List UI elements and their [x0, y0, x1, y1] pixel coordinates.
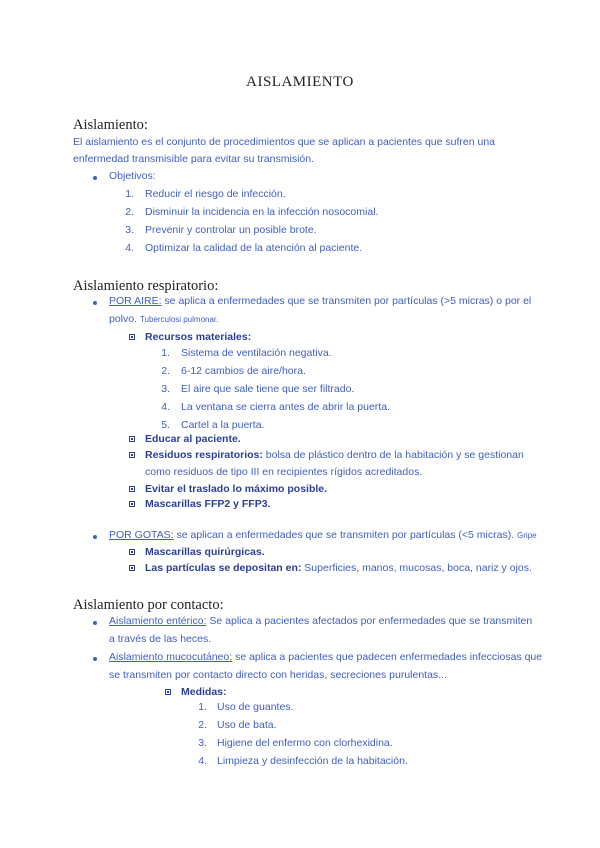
enterico-label: Aislamiento entérico: — [109, 615, 207, 627]
checkbox-square-icon — [129, 436, 135, 442]
recurso-item: 6-12 cambios de aire/hora. — [181, 365, 306, 377]
medida-item: Uso de guantes. — [217, 701, 294, 713]
mucocutaneo-line1 — [109, 651, 542, 663]
objetivo-item: Disminuir la incidencia en la infección nosocomial. — [145, 206, 379, 218]
list-number: 4. — [198, 755, 207, 767]
mucocutaneo-label: Aislamiento mucocutáneo: — [109, 651, 233, 663]
bullet-dot — [93, 621, 97, 625]
page-title: AISLAMIENTO — [246, 74, 354, 90]
enterico-text: Se aplica a pacientes afectados por enfermedades que se transmiten — [206, 615, 533, 627]
section-heading-contacto: Aislamiento por contacto: — [73, 597, 224, 613]
list-number: 1. — [161, 347, 170, 359]
objetivo-item: Optimizar la calidad de la atención al paciente. — [145, 242, 363, 254]
list-number: 5. — [161, 419, 170, 431]
list-number: 4. — [161, 401, 170, 413]
list-number: 1. — [125, 188, 134, 200]
por-gotas-label: POR GOTAS: — [109, 529, 174, 541]
bullet-dot — [93, 535, 97, 539]
particulas-line — [145, 562, 532, 574]
list-number: 3. — [161, 383, 170, 395]
evitar-item: Evitar el traslado lo máximo posible. — [145, 483, 328, 495]
por-aire-text2: polvo. — [109, 313, 138, 325]
particulas-label: Las partículas se depositan en: — [145, 562, 302, 574]
por-aire-label: POR AIRE: — [109, 295, 162, 307]
bullet-dot — [93, 657, 97, 661]
checkbox-square-icon — [165, 689, 171, 695]
por-gotas-text: se aplican a enfermedades que se transmiten por partículas (<5 micras). — [173, 529, 515, 541]
list-number: 2. — [198, 719, 207, 731]
educar-item: Educar al paciente. — [145, 433, 241, 445]
checkbox-square-icon — [129, 486, 135, 492]
objetivo-item: Reducir el riesgo de infección. — [145, 188, 286, 200]
residuos-line1 — [145, 449, 524, 461]
residuos-text: bolsa de plástico dentro de la habitación y se gestionan — [262, 449, 524, 461]
list-number: 4. — [125, 242, 134, 254]
recurso-item: Cartel a la puerta. — [181, 419, 265, 431]
gripe-note: Gripe — [517, 531, 537, 540]
enterico-line1 — [109, 615, 532, 627]
particulas-text: Superficies, manos, mucosas, boca, nariz y ojos. — [301, 562, 532, 574]
list-number: 3. — [125, 224, 134, 236]
mascarillas-item: Mascarillas FFP2 y FFP3. — [145, 498, 271, 510]
objetivo-item: Prevenir y controlar un posible brote. — [145, 224, 317, 236]
por-aire-line1 — [109, 295, 531, 307]
recurso-item: La ventana se cierra antes de abrir la puerta. — [181, 401, 390, 413]
tuberculosis-note: Tuberculosi pulmonar. — [139, 315, 219, 324]
por-aire-line2 — [109, 313, 218, 325]
list-number: 2. — [161, 365, 170, 377]
recurso-item: El aire que sale tiene que ser filtrado. — [181, 383, 355, 395]
medidas-label: Medidas: — [181, 686, 227, 698]
mucocutaneo-line2: se transmiten por contacto directo con heridas, secreciones purulentas... — [109, 669, 447, 681]
intro-text-line1: El aislamiento es el conjunto de procedimientos que se aplican a pacientes que sufren una — [73, 136, 496, 148]
checkbox-square-icon — [129, 334, 135, 340]
medida-item: Limpieza y desinfección de la habitación. — [217, 755, 408, 767]
checkbox-square-icon — [129, 452, 135, 458]
list-number: 3. — [198, 737, 207, 749]
por-gotas-line — [109, 529, 537, 541]
quirurgicas-item: Mascarillas quirúrgicas. — [145, 546, 265, 558]
intro-text-line2: enfermedad transmisible para evitar su transmisión. — [73, 153, 315, 165]
mucocutaneo-text: se aplica a pacientes que padecen enfermedades infecciosas que — [232, 651, 543, 663]
enterico-line2: a través de las heces. — [109, 633, 212, 645]
list-number: 2. — [125, 206, 134, 218]
residuos-label: Residuos respiratorios: — [145, 449, 263, 461]
bullet-dot — [93, 301, 97, 305]
checkbox-square-icon — [129, 565, 135, 571]
checkbox-square-icon — [129, 549, 135, 555]
objetivos-label: Objetivos: — [109, 170, 156, 182]
recurso-item: Sistema de ventilación negativa. — [181, 347, 332, 359]
list-number: 1. — [198, 701, 207, 713]
checkbox-square-icon — [129, 501, 135, 507]
residuos-line2: como residuos de tipo III en recipientes rígidos acreditados. — [145, 466, 423, 478]
medida-item: Higiene del enfermo con clorhexidina. — [217, 737, 393, 749]
medida-item: Uso de bata. — [217, 719, 277, 731]
recursos-label: Recursos materiales: — [145, 331, 252, 343]
bullet-dot — [93, 176, 97, 180]
por-aire-text: se aplica a enfermedades que se transmiten por partículas (>5 micras) o por el — [161, 295, 532, 307]
section-heading-respiratorio: Aislamiento respiratorio: — [73, 278, 219, 294]
section-heading-aislamiento: Aislamiento: — [73, 117, 148, 133]
